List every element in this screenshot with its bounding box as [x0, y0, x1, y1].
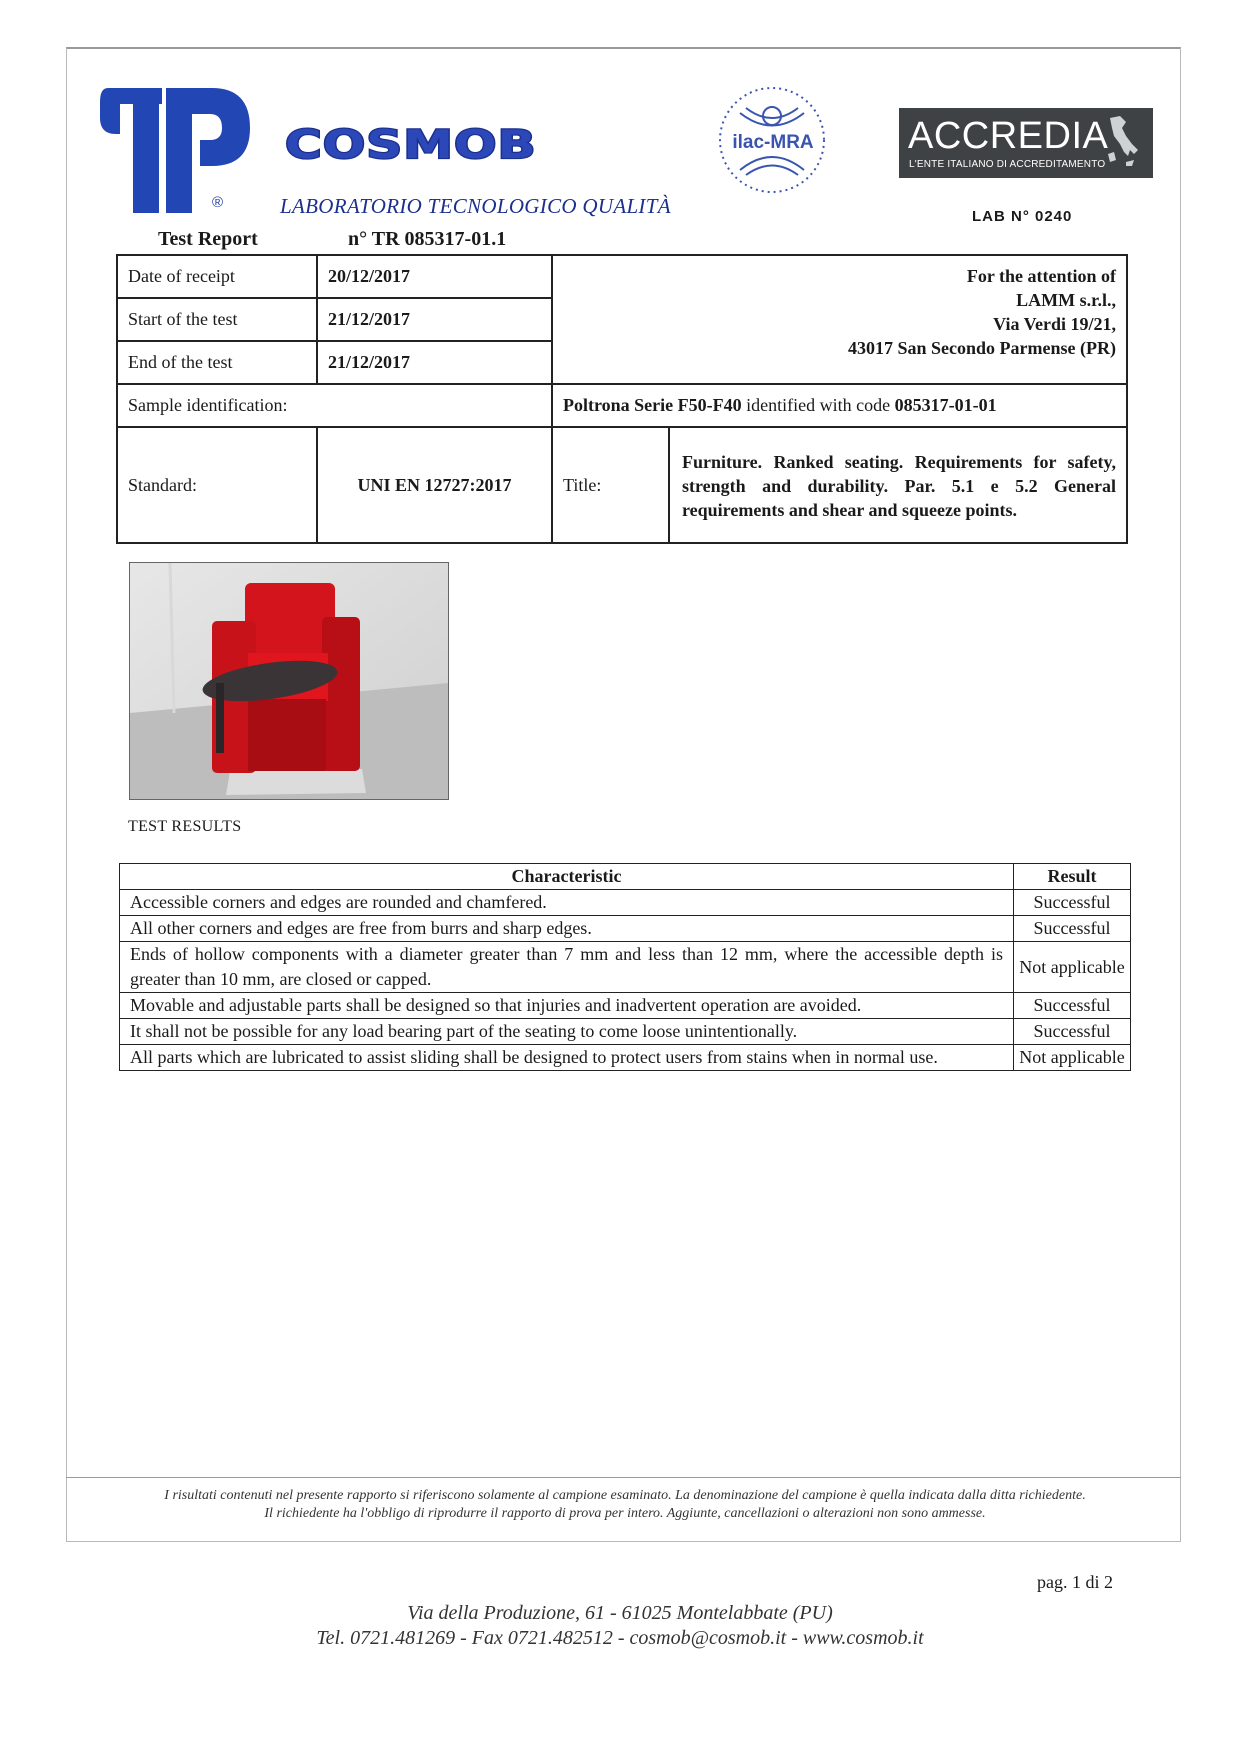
armchair-photo-image — [130, 563, 448, 799]
cosmob-logo-icon — [100, 88, 260, 213]
title-value: Furniture. Ranked seating. Requirements for safety, strength and durability. Par. 5.1 e 5.2 General requirements and shear and squeeze points. — [669, 427, 1127, 543]
accredia-title: ACCREDIA — [908, 115, 1109, 157]
attention-line: LAMM s.r.l., — [1016, 290, 1116, 310]
italy-map-icon — [1104, 114, 1144, 172]
characteristic-cell: Ends of hollow components with a diameter greater than 7 mm and less than 12 mm, where the accessible depth is greater than 10 mm, are closed or capped. — [120, 942, 1014, 993]
disclaimer-line: Il richiedente ha l'obbligo di riprodurre il rapporto di prova per intero. Aggiunte, cancellazioni o alterazioni non sono ammesse. — [264, 1506, 986, 1521]
characteristic-cell: All parts which are lubricated to assist sliding shall be designed to protect users from stains when in normal use. — [120, 1045, 1014, 1071]
table-row — [120, 1045, 1131, 1071]
result-cell: Successful — [1014, 916, 1131, 942]
accredia-badge — [899, 108, 1153, 178]
table-row — [120, 1019, 1131, 1045]
result-cell: Successful — [1014, 890, 1131, 916]
table-header-row — [120, 864, 1131, 890]
lab-subtitle: LABORATORIO TECNOLOGICO QUALITÀ — [280, 194, 671, 218]
attention-block — [552, 255, 1127, 384]
result-cell: Not applicable — [1014, 1045, 1131, 1071]
date-of-receipt-value: 20/12/2017 — [317, 255, 552, 298]
characteristic-cell: Movable and adjustable parts shall be designed so that injuries and inadvertent operation are avoided. — [120, 993, 1014, 1019]
result-column-header: Result — [1014, 864, 1131, 890]
disclaimer-line: I risultati contenuti nel presente rapporto si riferiscono solamente al campione esaminato. La denominazione del campione è quella indicata dalla ditta richiedente. — [164, 1488, 1086, 1503]
standard-label: Standard: — [117, 427, 317, 543]
start-of-test-label: Start of the test — [117, 298, 317, 341]
end-of-test-label: End of the test — [117, 341, 317, 384]
attention-line: For the attention of — [966, 266, 1116, 286]
sample-name: Poltrona Serie F50-F40 — [563, 395, 742, 415]
test-results-table — [119, 863, 1131, 1071]
sample-mid-text: identified with code — [741, 395, 895, 415]
sample-code: 085317-01-01 — [894, 395, 997, 415]
attention-line: Via Verdi 19/21, — [993, 314, 1116, 334]
characteristic-cell: All other corners and edges are free from burrs and sharp edges. — [120, 916, 1014, 942]
characteristic-column-header: Characteristic — [120, 864, 1014, 890]
ilac-mra-seal-icon — [710, 78, 835, 203]
result-cell: Not applicable — [1014, 942, 1131, 993]
disclaimer — [70, 1487, 1180, 1523]
sample-photo — [129, 562, 449, 800]
date-of-receipt-label: Date of receipt — [117, 255, 317, 298]
result-cell: Successful — [1014, 1019, 1131, 1045]
characteristic-cell: It shall not be possible for any load bearing part of the seating to come loose unintentionally. — [120, 1019, 1014, 1045]
sample-identification-value — [552, 384, 1127, 427]
page-number: pag. 1 di 2 — [1037, 1572, 1113, 1592]
footer-divider — [66, 1477, 1181, 1478]
address-line: Via della Produzione, 61 - 61025 Montelabbate (PU) — [407, 1602, 833, 1624]
contact-line: Tel. 0721.481269 - Fax 0721.482512 - cosmob@cosmob.it - www.cosmob.it — [316, 1627, 924, 1649]
company-address — [200, 1601, 1040, 1651]
registered-mark: ® — [212, 194, 224, 211]
report-number: n° TR 085317-01.1 — [348, 228, 507, 250]
table-row — [120, 916, 1131, 942]
table-row — [120, 942, 1131, 993]
standard-value: UNI EN 12727:2017 — [317, 427, 552, 543]
end-of-test-value: 21/12/2017 — [317, 341, 552, 384]
characteristic-cell: Accessible corners and edges are rounded and chamfered. — [120, 890, 1014, 916]
accredia-subtitle: L'ENTE ITALIANO DI ACCREDITAMENTO — [909, 159, 1106, 170]
start-of-test-value: 21/12/2017 — [317, 298, 552, 341]
attention-line: 43017 San Secondo Parmense (PR) — [848, 338, 1116, 358]
test-results-heading: TEST RESULTS — [128, 818, 242, 835]
lab-number: LAB N° 0240 — [972, 208, 1073, 225]
result-cell: Successful — [1014, 993, 1131, 1019]
ilac-text: ilac-MRA — [732, 132, 814, 153]
table-row — [120, 993, 1131, 1019]
brand-name: COSMOB — [285, 122, 537, 168]
report-info-table — [116, 254, 1128, 544]
sample-identification-label: Sample identification: — [117, 384, 552, 427]
report-label: Test Report — [158, 228, 258, 250]
table-row — [120, 890, 1131, 916]
title-label: Title: — [552, 427, 669, 543]
